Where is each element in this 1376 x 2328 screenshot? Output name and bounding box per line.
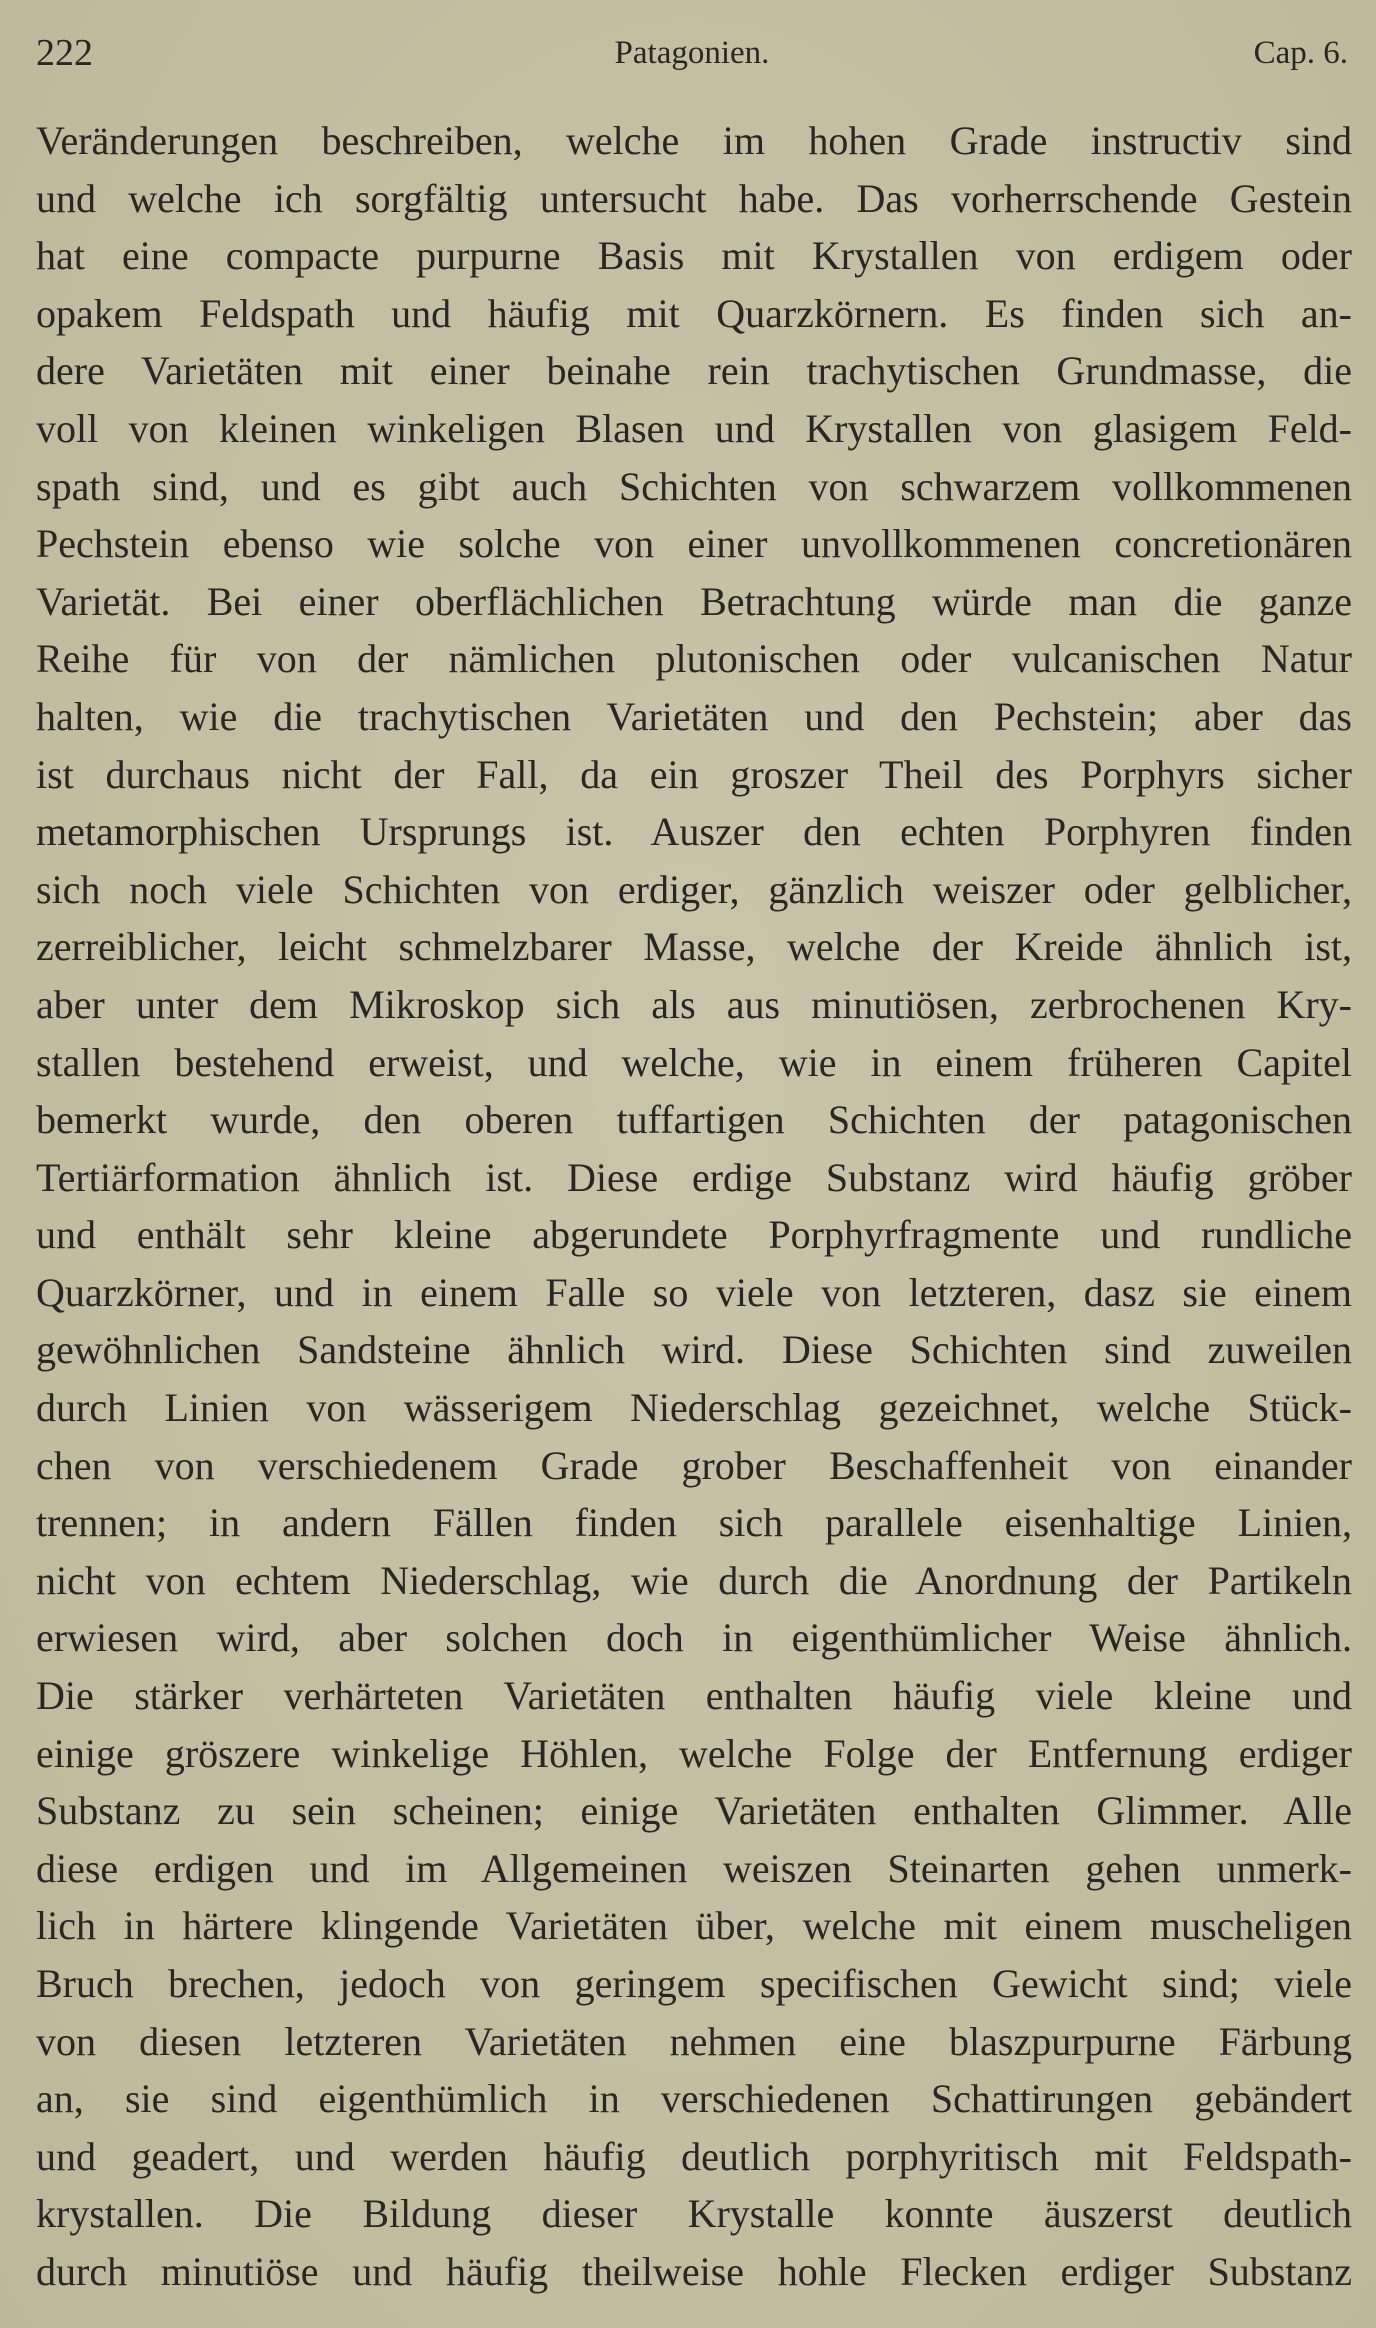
text-line: chen von verschiedenem Grade grober Beschaffenheit von einander	[36, 1442, 1352, 1488]
text-line: diese erdigen und im Allgemeinen weiszen Steinarten gehen unmerk-	[36, 1845, 1352, 1891]
text-line: Die stärker verhärteten Varietäten enthalten häufig viele kleine und	[36, 1673, 1352, 1719]
text-line: zerreiblicher, leicht schmelzbarer Masse, welche der Kreide ähnlich ist,	[36, 924, 1352, 970]
text-line: stallen bestehend erweist, und welche, wie in einem früheren Capitel	[36, 1039, 1352, 1085]
text-line: metamorphischen Ursprungs ist. Auszer den echten Porphyren finden	[36, 809, 1352, 855]
text-line: gewöhnlichen Sandsteine ähnlich wird. Diese Schichten sind zuweilen	[36, 1327, 1352, 1373]
body-text	[36, 112, 1352, 2301]
text-line: ist durchaus nicht der Fall, da ein groszer Theil des Porphyrs sicher	[36, 751, 1352, 797]
text-line: hat eine compacte purpurne Basis mit Krystallen von erdigem oder	[36, 233, 1352, 279]
text-line: nicht von echtem Niederschlag, wie durch die Anordnung der Partikeln	[36, 1557, 1352, 1603]
text-line: erwiesen wird, aber solchen doch in eigenthümlicher Weise ähnlich.	[36, 1615, 1352, 1661]
text-line: Tertiärformation ähnlich ist. Diese erdige Substanz wird häufig gröber	[36, 1154, 1352, 1200]
text-line: Substanz zu sein scheinen; einige Varietäten enthalten Glimmer. Alle	[36, 1788, 1352, 1834]
text-line: aber unter dem Mikroskop sich als aus minutiösen, zerbrochenen Kry-	[36, 981, 1352, 1027]
text-line: und geadert, und werden häufig deutlich porphyritisch mit Feldspath-	[36, 2133, 1352, 2179]
text-line: sich noch viele Schichten von erdiger, gänzlich weiszer oder gelblicher,	[36, 866, 1352, 912]
text-line: dere Varietäten mit einer beinahe rein trachytischen Grundmasse, die	[36, 348, 1352, 394]
text-line: Reihe für von der nämlichen plutonischen oder vulcanischen Natur	[36, 636, 1352, 682]
page-number: 222	[36, 32, 93, 74]
text-line: Quarzkörner, und in einem Falle so viele von letzteren, dasz sie einem	[36, 1269, 1352, 1315]
text-line: durch Linien von wässerigem Niederschlag gezeichnet, welche Stück-	[36, 1385, 1352, 1431]
text-line: spath sind, und es gibt auch Schichten von schwarzem vollkommenen	[36, 463, 1352, 509]
text-line: Varietät. Bei einer oberflächlichen Betrachtung würde man die ganze	[36, 578, 1352, 624]
text-line: durch minutiöse und häufig theilweise hohle Flecken erdiger Substanz	[36, 2248, 1352, 2294]
text-line: von diesen letzteren Varietäten nehmen eine blaszpurpurne Färbung	[36, 2018, 1352, 2064]
text-line: Veränderungen beschreiben, welche im hohen Grade instructiv sind	[36, 118, 1352, 163]
text-line: opakem Feldspath und häufig mit Quarzkörnern. Es finden sich an-	[36, 290, 1352, 336]
text-line: bemerkt wurde, den oberen tuffartigen Schichten der patagonischen	[36, 1097, 1352, 1143]
running-header	[36, 28, 1348, 78]
running-title: Patagonien.	[614, 35, 770, 71]
text-line: an, sie sind eigenthümlich in verschiedenen Schattirungen gebändert	[36, 2076, 1352, 2122]
text-line: halten, wie die trachytischen Varietäten und den Pechstein; aber das	[36, 693, 1352, 739]
text-line: einige gröszere winkelige Höhlen, welche Folge der Entfernung erdiger	[36, 1730, 1352, 1776]
text-line: voll von kleinen winkeligen Blasen und Krystallen von glasigem Feld-	[36, 405, 1352, 451]
text-line: Bruch brechen, jedoch von geringem specifischen Gewicht sind; viele	[36, 1961, 1352, 2006]
text-line: krystallen. Die Bildung dieser Krystalle konnte äuszerst deutlich	[36, 2191, 1352, 2237]
text-line: lich in härtere klingende Varietäten über, welche mit einem muscheligen	[36, 1903, 1352, 1949]
text-line: Pechstein ebenso wie solche von einer unvollkommenen concretionären	[36, 521, 1352, 567]
text-line: und welche ich sorgfältig untersucht habe. Das vorherrschende Gestein	[36, 175, 1352, 221]
text-line: trennen; in andern Fällen finden sich parallele eisenhaltige Linien,	[36, 1500, 1352, 1546]
text-line: und enthält sehr kleine abgerundete Porphyrfragmente und rundliche	[36, 1212, 1352, 1258]
chapter-label: Cap. 6.	[1253, 35, 1348, 71]
